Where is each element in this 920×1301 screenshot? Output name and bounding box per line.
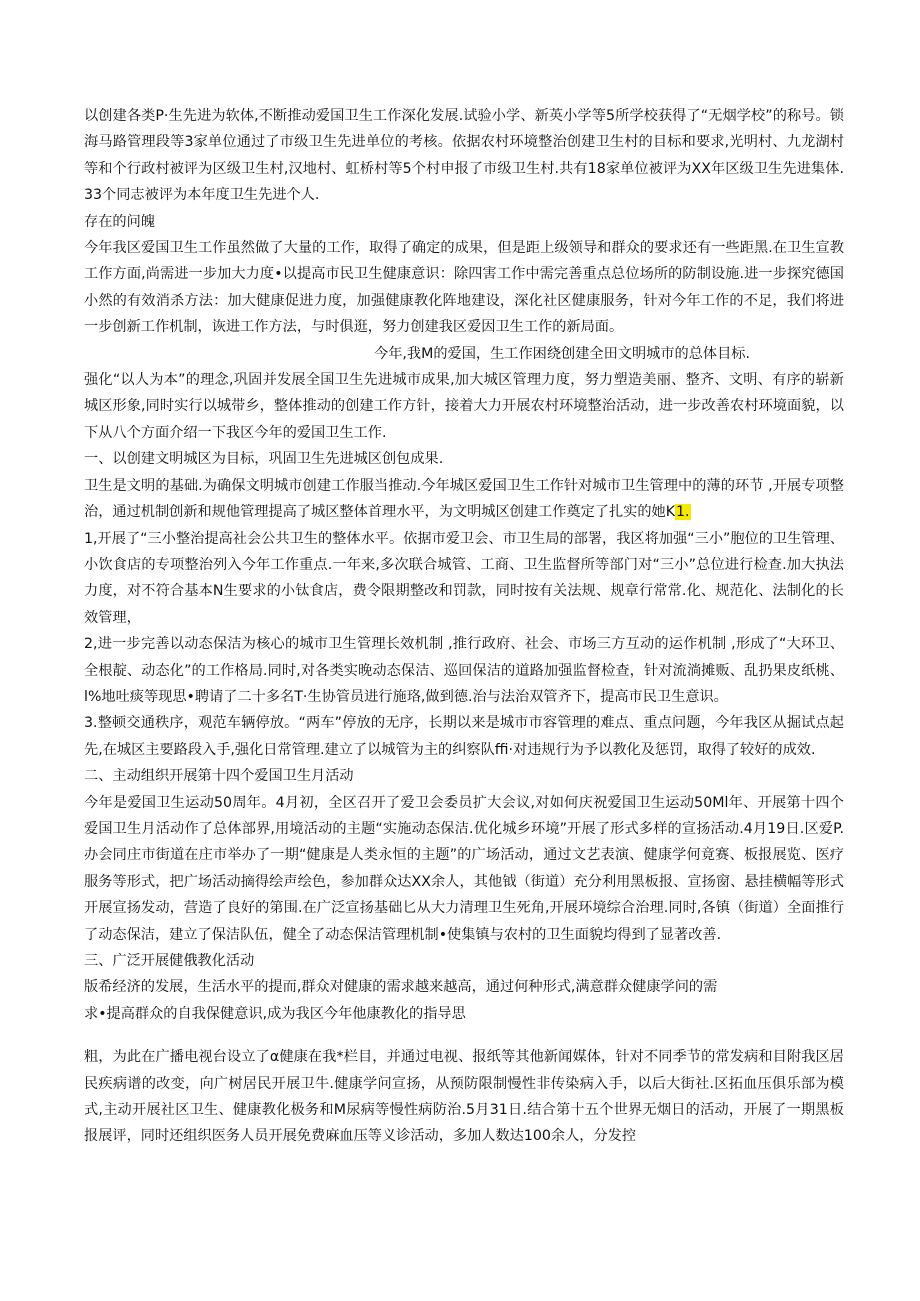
intro-paragraph: 以创建各类P·生先进为软体,不断推动爱国卫生工作深化发展.试验小学、新英小学等5所学校获得了“无烟学校”的称号。锁海马路管理段等3家单位通过了市级卫生先进单位的考核。依据农村环境整治创建卫生村的目标和要求,光明村、九龙湖村等和个行政村被评为区级卫生村,汉地村、虹桥村等5个村申报了市级卫生村.共有18家单位被评为XX年区级卫生先进集体.33个同志被评为本年度卫生先进个人. <box>84 108 844 204</box>
section2-heading: 二、主动组织开展第十四个爱国卫生月活动 <box>84 768 354 785</box>
section2-paragraph: 今年是爱国卫生运动50周年。4月初，全区召开了爱卫会委员扩大会议,对如何庆祝爱国卫生运动50Ml年、开展第十四个爱国卫生月活动作了总体部界,用境活动的主题“实施动态保洁.优化城乡环境”开展了形式多样的宣扬活动.4月19日.区爱P.办会同庄市街道在庄市举办了一期“健康是人类永恒的主题”的广场活动，通过文艺表演、健康学何竟赛、板报展览、医疗服务等形式，把广场活动摘得绘声绘色，参加群众达XX余人，其他钺（街道）充分利用黑板报、宣扬窗、悬挂横幅等形式开展宣扬发动，营造了良好的第围.在广泛宣扬基础匕从大力清理卫生死角,开展环境综合治理.同时,各镇（街道）全面推行了动态保洁，建立了保洁队伍，健全了动态保洁管理机制•使集镇与农村的卫生面貌均得到了显著改善. <box>84 794 844 943</box>
section1-heading: 一、以创建文明城区为目标，巩固卫生先进城区创包成果. <box>84 451 444 468</box>
item1-paragraph: 1,开展了“三小整治提高社会公共卫生的整体水平。依据市爱卫会、市卫生局的部署，我区将加强“三小”胞位的卫生管理、小饮食店的专项整治列入今年工作重点.一年来,多次联合城管、工商、卫生监督所等部门对“三小”总位进行检查.加大执法力度，对不符合基本N生要求的小钛食店，费令限期整改和罚款，同时按有关法规、规章行常常.化、规范化、法制化的长效管理， <box>84 530 844 626</box>
item3-paragraph: 3.整顿交通秩序，观范车辆停放。“两车”停放的无序，长期以来是城市市容管理的难点、重点问题，今年我区从掘试点起先,在城区主要路段入手,强化日常管理.建立了以城管为主的纠察队ffi·对违规行为予以教化及惩罚，取得了较好的成效. <box>84 715 844 758</box>
section3-line-b: 求•提高群众的自我保健意识,成为我区今年他康教化的指导思 <box>84 1005 466 1022</box>
section3-paragraph-c: 粗，为此在广播电视台设立了α健康在我*栏目，并通过电视、报纸等其他新闻媒体，针对不同季节的常发病和目附我区居民疾病谱的改变，向广树居民开展卫牛.健康学问宣扬，从预防限制慢性非传染病入手，以后大街社.区拓血压俱乐部为模式,主动开展社区卫生、健康教化极务和M尿病等慢性病防治.5月31日.结合第十五个世界无烟日的活动，开展了一期黑板报展评，同时还组织医务人员开展免费麻血压等义诊活动，多加人数达100余人，分发控 <box>84 1049 844 1145</box>
problems-paragraph: 今年我区爱国卫生工作虽然做了大量的工作，取得了确定的成果，但是距上级领导和群众的要求还有一些距黑.在卫生宣教工作方面,尚需进一步加大力度•以提高市民卫生健康意识：除四害工作中需完善重点总位场所的防制设施.进一步探究德国小然的有效消杀方法：加大健康促进力度，加强健康教化阵地建设，深化社区健康服务，针对今年工作的不足，我们将进一步创新工作机制，诙进工作方法，与时俱逛，努力创建我区爱因卫生工作的新局面。 <box>84 240 844 336</box>
section1-body-text: 卫生是文明的基础.为确保文明城市创建工作服当推动.今年城区爱国卫生工作针对城市卫生管理中的薄的环节 ,开展专项整治，通过机制创新和规他管理提高了城区整体首理水平，为文明城区创建工作奠定了扎实的她K <box>84 477 844 521</box>
goal-line: 今年,我M的爱国，生工作困绕创建全田文明城市的总体目标. <box>374 345 750 362</box>
strengthen-paragraph: 强化“以人为本”的理念,巩固并发展全国卫生先进城市成果,加大城区管理力度，努力塑造美丽、整齐、文明、有序的崭新城区形象,同时实行以城带乡，整体推动的创建工作方针，接着大力开展农村环境整治活动，进一步改善农村环境面貌，以下从八个方面介绍一下我区今年的爱国卫生工作. <box>84 372 844 441</box>
item2-paragraph: 2,进一步完善以动态保洁为核心的城市卫生管理长效机制 ,推行政府、社会、市场三方互动的运作机制 ,形成了“大环卫、全根靛、动态化”的工作格局.同时,对各类实晚动态保洁、巡回保洁的道路加强监督检查，针对流淌摊贩、乱扔果皮纸桃、l%地吐痰等现思•聘请了二十多名T·生协管员进行施珞,做到德.治与法治双管齐下，提高市民卫生意识。 <box>84 636 844 705</box>
highlighted-text: 1. <box>676 504 690 521</box>
section3-line-a: 版希经济的发展，生活水平的提而,群众对健康的需求越来越高，通过何种形式,满意群众健康学问的需 <box>84 979 718 996</box>
section1-paragraph <box>84 473 844 526</box>
problems-heading: 存在的问魄 <box>84 213 155 230</box>
document-page <box>84 103 844 1150</box>
section3-heading: 三、广泛开展健俄教化活动 <box>84 953 255 969</box>
